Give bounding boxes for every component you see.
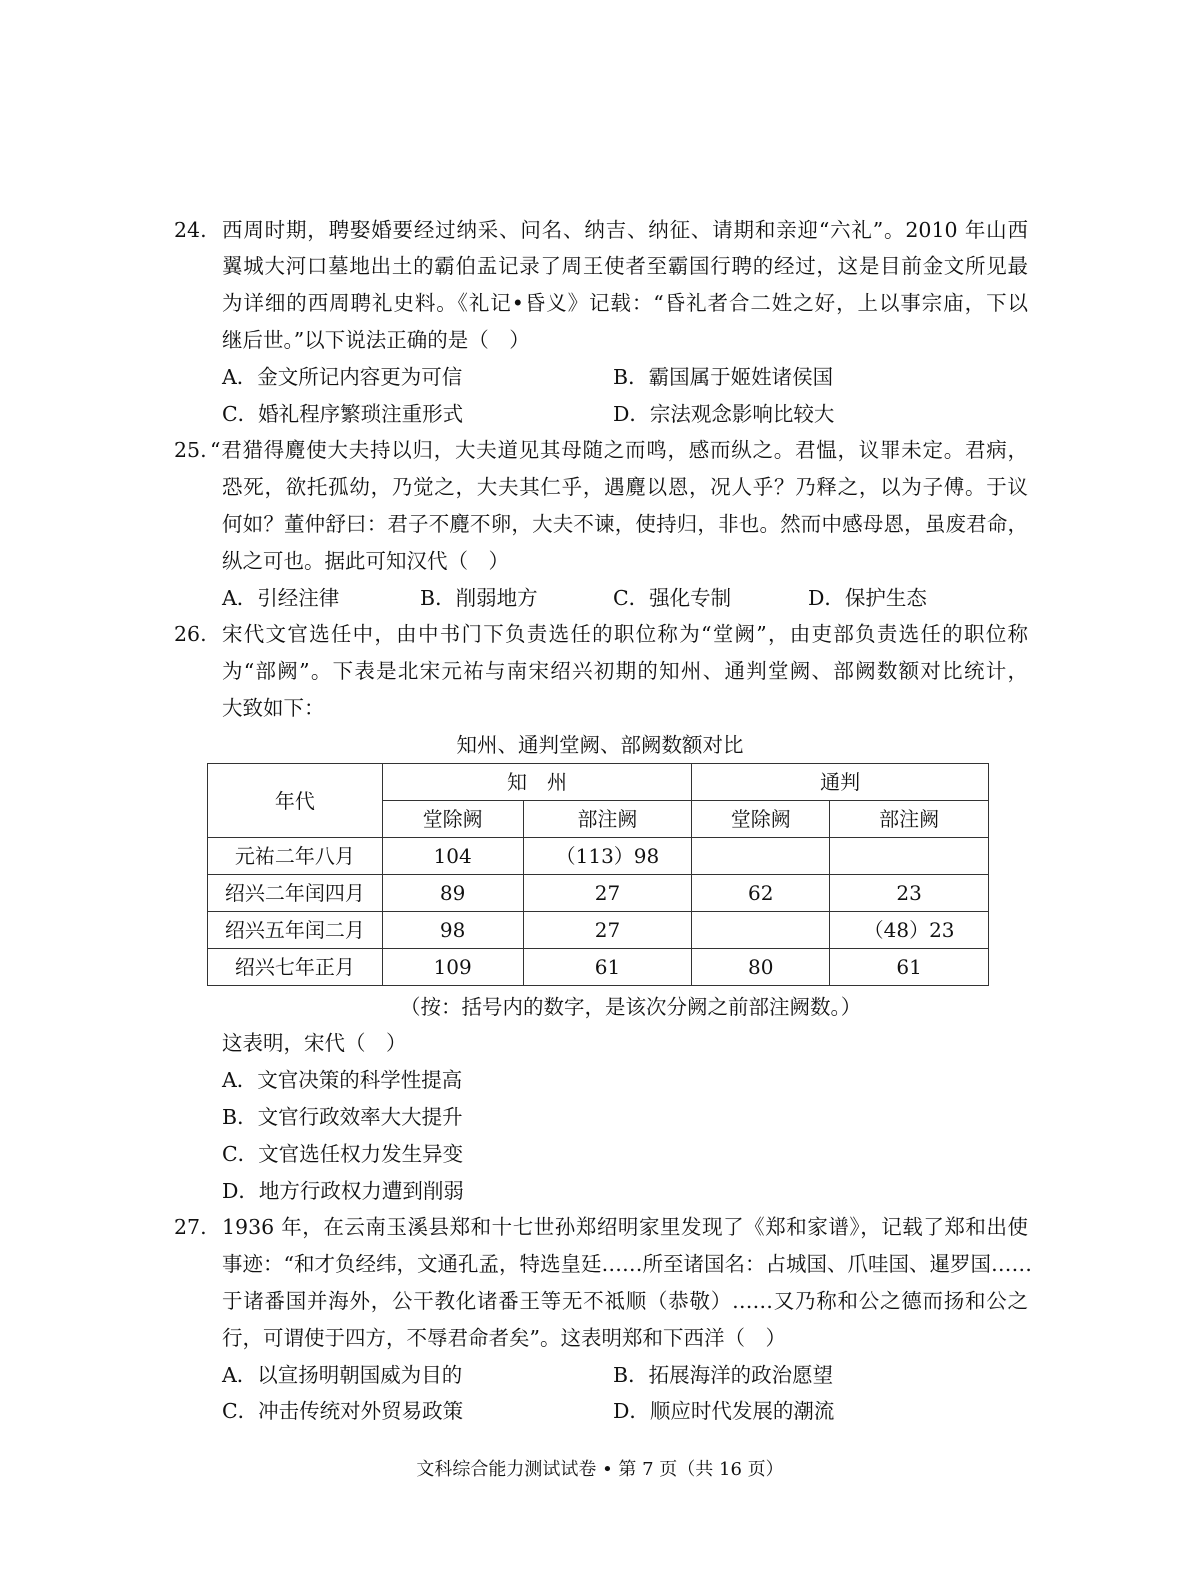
cell: 80 <box>692 949 830 986</box>
table-row <box>208 949 989 986</box>
option-a: A．金文所记内容更为可信 <box>222 364 463 389</box>
cell: 89 <box>382 875 523 912</box>
option-d: D．顺应时代发展的潮流 <box>613 1399 835 1424</box>
q26-line <box>0 616 1200 653</box>
q27-line <box>0 1283 1200 1320</box>
option-c: C．冲击传统对外贸易政策 <box>222 1399 464 1424</box>
cell: 104 <box>382 838 523 875</box>
question-text: 宋代文官选任中，由中书门下负责选任的职位称为“堂阙”，由吏部负责选任的职位称 <box>222 622 1028 647</box>
questions-26-27-continued <box>0 989 1200 1431</box>
option-c: C．婚礼程序繁琐注重形式 <box>222 401 464 426</box>
table-row <box>208 838 989 875</box>
q24-options-row <box>0 396 1200 433</box>
table-title: 知州、通判堂阙、部阙数额对比 <box>456 732 744 757</box>
q24-options-row <box>0 359 1200 396</box>
question-text: 纵之可也。据此可知汉代（ ） <box>222 548 509 573</box>
q27-line <box>0 1209 1200 1246</box>
header-tongpan: 通判 <box>692 764 989 801</box>
question-text: 为“部阙”。下表是北宋元祐与南宋绍兴初期的知州、通判堂阙、部阙数额对比统计， <box>222 659 1028 684</box>
cell: 61 <box>523 949 692 986</box>
q24-line <box>0 322 1200 359</box>
q26-stem-line <box>0 1025 1200 1062</box>
option-d: D．宗法观念影响比较大 <box>613 401 835 426</box>
question-stem: 这表明，宋代（ ） <box>222 1031 407 1056</box>
question-text: 翼城大河口墓地出土的霸伯盂记录了周王使者至霸国行聘的经过，这是目前金文所见最 <box>222 254 1028 279</box>
cell: 27 <box>523 875 692 912</box>
q26-option-row <box>0 1099 1200 1136</box>
cell <box>830 838 989 875</box>
q26-option-row <box>0 1062 1200 1099</box>
question-text: 大致如下： <box>222 695 325 720</box>
cell <box>692 838 830 875</box>
question-text: 为详细的西周聘礼史料。《礼记•昏义》记载：“昏礼者合二姓之好，上以事宗庙，下以 <box>222 291 1028 316</box>
cell: 23 <box>830 875 989 912</box>
table-row <box>208 912 989 949</box>
option-c: C．强化专制 <box>613 585 732 610</box>
option-a: A．以宣扬明朝国威为目的 <box>222 1362 463 1387</box>
q25-line <box>0 432 1200 469</box>
question-text: 事迹：“和才负经纬，文通孔孟，特选皇廷……所至诸国名：占城国、爪哇国、暹罗国…… <box>222 1252 1032 1277</box>
q25-line <box>0 543 1200 580</box>
question-text: 西周时期，聘娶婚要经过纳采、问名、纳吉、纳征、请期和亲迎“六礼”。2010 年山西 <box>222 217 1028 242</box>
questions-24-26 <box>0 212 1200 764</box>
option-b: B．文官行政效率大大提升 <box>222 1104 463 1129</box>
q25-line <box>0 506 1200 543</box>
table-note-line <box>0 989 1200 1026</box>
question-text: 行，可谓使于四方，不辱君命者矣”。这表明郑和下西洋（ ） <box>222 1325 786 1350</box>
cell: 98 <box>382 912 523 949</box>
cell: （48）23 <box>830 912 989 949</box>
q27-options-row <box>0 1357 1200 1394</box>
cell: 62 <box>692 875 830 912</box>
option-a: A．文官决策的科学性提高 <box>222 1068 463 1093</box>
question-text: 何如？董仲舒曰：君子不麑不卵，大夫不谏，使持归，非也。然而中感母恩，虽废君命， <box>222 511 1028 536</box>
q27-line <box>0 1246 1200 1283</box>
question-text: 于诸番国并海外，公干教化诸番王等无不祗顺（恭敬）……又乃称和公之德而扬和公之 <box>222 1288 1028 1313</box>
option-b: B．拓展海洋的政治愿望 <box>613 1362 834 1387</box>
page-footer: 文科综合能力测试试卷 • 第 7 页（共 16 页） <box>416 1459 784 1480</box>
header-year: 年代 <box>208 764 383 838</box>
question-text: 继后世。”以下说法正确的是（ ） <box>222 327 530 352</box>
question-text: “君猎得麑使大夫持以归，大夫道见其母随之而鸣，感而纵之。君愠，议罪未定。君病， <box>210 438 1028 463</box>
q24-line <box>0 285 1200 322</box>
cell: 61 <box>830 949 989 986</box>
option-d: D．地方行政权力遭到削弱 <box>222 1178 464 1203</box>
option-d: D．保护生态 <box>808 585 927 610</box>
q24-line <box>0 248 1200 285</box>
option-c: C．文官选任权力发生异变 <box>222 1141 464 1166</box>
cell: 绍兴七年正月 <box>208 949 383 986</box>
q26-line <box>0 690 1200 727</box>
q24-line <box>0 212 1200 249</box>
table-note: （按：括号内的数字，是该次分阙之前部注阙数。） <box>400 994 862 1019</box>
table-row <box>208 875 989 912</box>
question-number: 27. <box>174 1215 207 1240</box>
cell: 绍兴五年闰二月 <box>208 912 383 949</box>
question-text: 恐死，欲托孤幼，乃觉之，大夫其仁乎，遇麑以恩，况人乎？乃释之，以为子傅。于议 <box>222 475 1028 500</box>
cell <box>692 912 830 949</box>
table-title-line <box>0 727 1200 764</box>
q27-options-row <box>0 1393 1200 1430</box>
header-zhizhou: 知 州 <box>382 764 692 801</box>
subheader: 堂除阙 <box>382 801 523 838</box>
q26-option-row <box>0 1136 1200 1173</box>
q25-line <box>0 469 1200 506</box>
option-a: A．引经注律 <box>222 585 340 610</box>
cell: 109 <box>382 949 523 986</box>
q26-line <box>0 653 1200 690</box>
subheader: 堂除阙 <box>692 801 830 838</box>
cell: 绍兴二年闰四月 <box>208 875 383 912</box>
table-header-row <box>208 764 989 801</box>
q25-options-row <box>0 580 1200 617</box>
subheader: 部注阙 <box>830 801 989 838</box>
question-number: 26. <box>174 622 207 647</box>
option-b: B．削弱地方 <box>420 585 538 610</box>
cell: 元祐二年八月 <box>208 838 383 875</box>
cell: （113）98 <box>523 838 692 875</box>
question-text: 1936 年，在云南玉溪县郑和十七世孙郑绍明家里发现了《郑和家谱》，记载了郑和出使 <box>222 1215 1028 1240</box>
option-b: B．霸国属于姬姓诸侯国 <box>613 364 834 389</box>
cell: 27 <box>523 912 692 949</box>
question-number: 25. <box>174 438 207 463</box>
question-number: 24. <box>174 217 207 242</box>
comparison-table <box>207 763 989 986</box>
subheader: 部注阙 <box>523 801 692 838</box>
q26-option-row <box>0 1173 1200 1210</box>
q27-line <box>0 1320 1200 1357</box>
